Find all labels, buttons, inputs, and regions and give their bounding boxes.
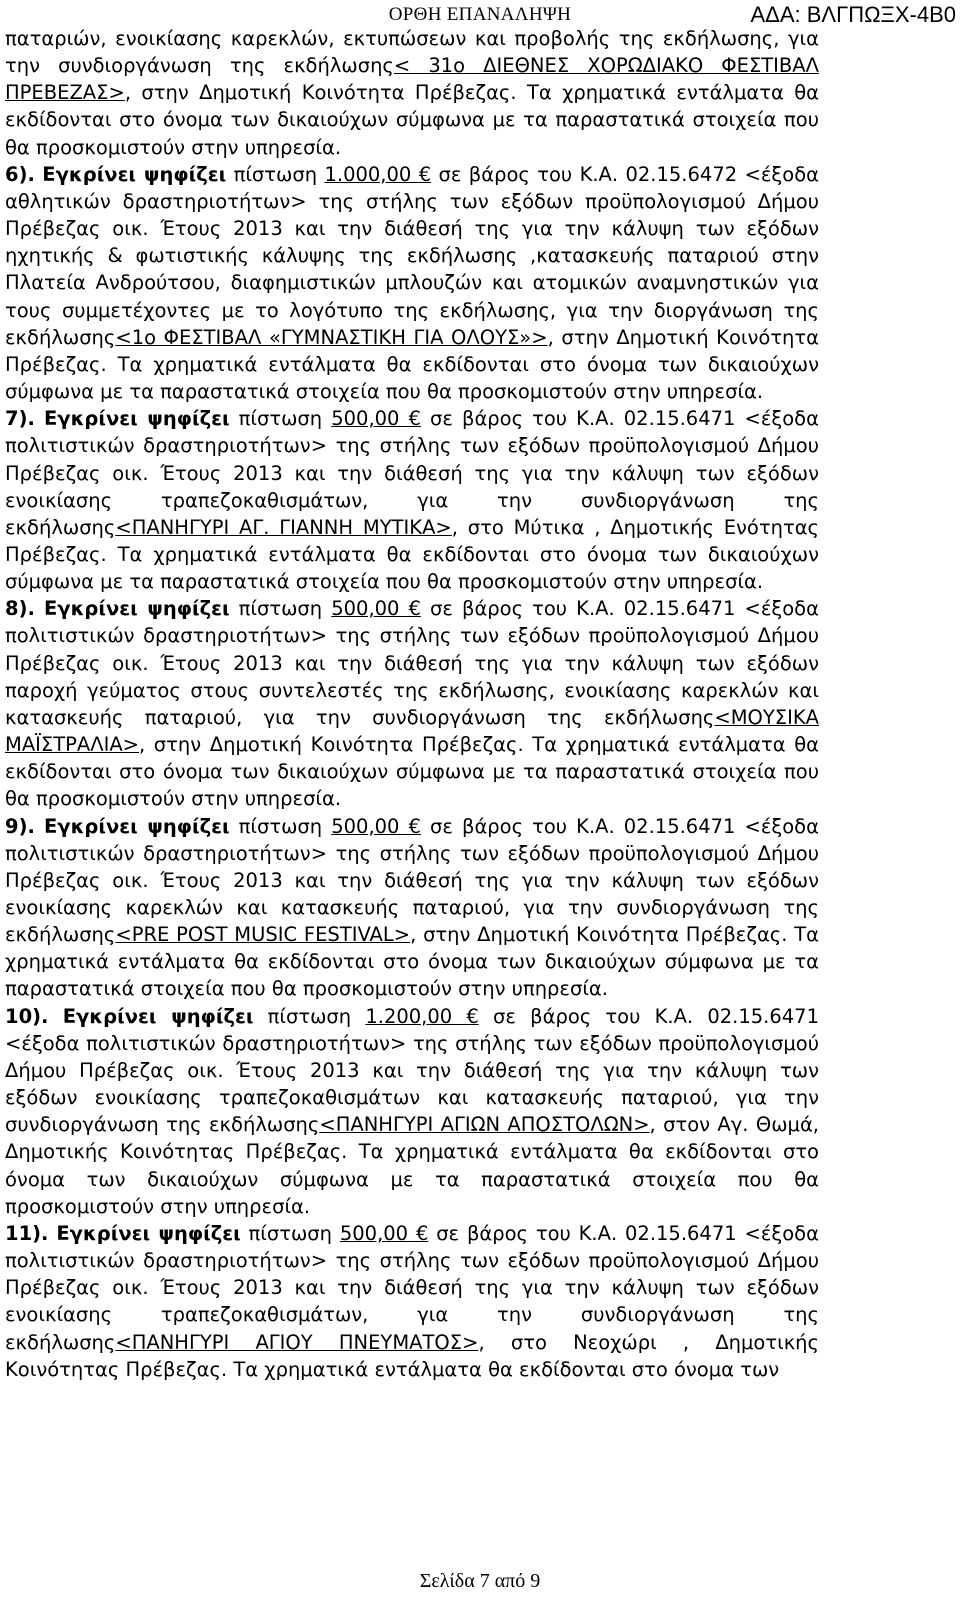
approval-keyword: Εγκρίνει ψηφίζει [42, 162, 227, 186]
event-name: <ΠΑΝΗΓΥΡΙ ΑΓΙΩΝ ΑΠΟΣΤΟΛΩΝ> [319, 1113, 650, 1137]
document-body [5, 25, 819, 1383]
intro-paragraph [5, 25, 819, 161]
item-number: 7). [5, 407, 35, 431]
item-number: 9). [5, 814, 35, 838]
event-name: <1ο ΦΕΣΤΙΒΑΛ «ΓΥΜΝΑΣΤΙΚΗ ΓΙΑ ΟΛΟΥΣ»> [115, 325, 548, 349]
euro-sign: € [415, 1221, 429, 1245]
ada-code: ΑΔΑ: ΒΛΓΠΩΞΧ-4Β0 [750, 2, 956, 27]
item-body: σε βάρος του Κ.Α. 02.15.6471 <έξοδα πολιτιστικών δραστηριοτήτων> της στήλης των εξόδων προϋπολογισμού Δήμου Πρέβεζας οικ. Έτους 2013 και την διάθεσή της για την κάλυψη των εξόδων παροχή γεύματος στους συντελεστές της εκδήλωσης, ενοικίασης καρεκλών και κατασκευής παταριού, για την συνδιοργάνωση της εκδήλωσης [5, 597, 819, 729]
euro-sign: € [466, 1004, 479, 1028]
credit-amount: 500,00 [331, 597, 409, 621]
euro-sign: € [418, 162, 432, 186]
decision-item [5, 161, 819, 405]
intro-tail: , στην Δημοτική Κοινότητα Πρέβεζας. Τα χρηματικά εντάλματα θα εκδίδονται στο όνομα των δικαιούχων σύμφωνα με τα παραστατικά στοιχεία που θα προσκομιστούν στην υπηρεσία. [5, 81, 819, 159]
credit-label: πίστωση [240, 1221, 340, 1245]
euro-sign: € [408, 597, 421, 621]
event-name: <ΠΑΝΗΓΥΡΙ ΑΓ. ΓΙΑΝΝΗ ΜΥΤΙΚΑ> [115, 515, 452, 539]
item-tail: , στην Δημοτική Κοινότητα Πρέβεζας. Τα χρηματικά εντάλματα θα εκδίδονται στο όνομα των δικαιούχων σύμφωνα με τα παραστατικά στοιχεία που θα προσκομιστούν στην υπηρεσία. [5, 325, 820, 404]
credit-label: πίστωση [226, 162, 325, 186]
credit-amount: 500,00 [331, 407, 409, 431]
item-number: 6). [5, 162, 35, 186]
item-number: 11). [5, 1221, 49, 1245]
approval-keyword: Εγκρίνει ψηφίζει [43, 814, 230, 838]
item-tail: , στο Μύτικα , Δημοτικής Ενότητας Πρέβεζας. Τα χρηματικά εντάλματα θα εκδίδονται στο όνομα των δικαιούχων σύμφωνα με τα παραστατικά στοιχεία που θα προσκομιστούν στην υπηρεσία. [5, 515, 819, 594]
credit-label: πίστωση [229, 814, 332, 838]
item-number: 8). [5, 597, 35, 621]
event-name: <ΠΑΝΗΓΥΡΙ ΑΓΙΟΥ ΠΝΕΥΜΑΤΟΣ> [115, 1330, 479, 1354]
item-body: σε βάρος του Κ.Α. 02.15.6471 <έξοδα πολιτιστικών δραστηριοτήτων> της στήλης των εξόδων προϋπολογισμού Δήμου Πρέβεζας οικ. Έτους 2013 και την διάθεσή της για την κάλυψη των εξόδων ενοικίασης τραπεζοκαθισμάτων, για την συνδιοργάνωση της εκδήλωσης [5, 407, 819, 539]
item-tail: , στον Αγ. Θωμά, Δημοτικής Κοινότητας Πρέβεζας. Τα χρηματικά εντάλματα θα εκδίδονται στο όνομα των δικαιούχων σύμφωνα με τα παραστατικά στοιχεία που θα προσκομιστούν στην υπηρεσία. [5, 1113, 819, 1218]
decision-item [5, 813, 819, 1003]
credit-amount: 1.200,00 [365, 1004, 467, 1028]
credit-amount: 1.000,00 [324, 162, 419, 186]
approval-keyword: Εγκρίνει ψηφίζει [56, 1221, 241, 1245]
event-name: <ΜΟΥΣΙΚΑ ΜΑΪΣΤΡΑΛΙΑ> [5, 705, 819, 757]
item-body: σε βάρος του Κ.Α. 02.15.6472 <έξοδα αθλητικών δραστηριοτήτων> της στήλης των εξόδων προϋπολογισμού Δήμου Πρέβεζας οικ. Έτους 2013 και την διάθεσή της για την κάλυψη των εξόδων ηχητικής & φωτιστικής κάλυψης της εκδήλωσης ,κατασκευής παταριού στην Πλατεία Ανδρούτσου, διαφημιστικών μπλουζών και ατομικών αναμνηστικών για τους συμμετέχοντες με το λογότυπο της εκδήλωσης, για την διοργάνωση της εκδήλωσης [5, 162, 819, 349]
approval-keyword: Εγκρίνει ψηφίζει [62, 1004, 254, 1028]
approval-keyword: Εγκρίνει ψηφίζει [43, 407, 230, 431]
item-body: σε βάρος του Κ.Α. 02.15.6471 <έξοδα πολιτιστικών δραστηριοτήτων> της στήλης των εξόδων προϋπολογισμού Δήμου Πρέβεζας οικ. Έτους 2013 και την διάθεσή της για την κάλυψη των εξόδων ενοικίασης καρεκλών και κατασκευής παταριού, για την συνδιοργάνωση της εκδήλωσης [5, 814, 819, 947]
item-number: 10). [5, 1004, 49, 1028]
credit-amount: 500,00 [331, 814, 409, 838]
page-number: Σελίδα 7 από 9 [419, 1570, 541, 1592]
intro-text: παταριών, ενοικίασης καρεκλών, εκτυπώσεων και προβολής της εκδήλωσης, για την συνδιοργάνωση της εκδήλωσης [5, 27, 819, 78]
item-tail: , στην Δημοτική Κοινότητα Πρέβεζας. Τα χρηματικά εντάλματα θα εκδίδονται στο όνομα των δικαιούχων σύμφωνα με τα παραστατικά στοιχεία που θα προσκομιστούν στην υπηρεσία. [5, 923, 819, 1001]
event-name: <PRE POST MUSIC FESTIVAL> [115, 923, 411, 947]
credit-label: πίστωση [229, 597, 332, 621]
euro-sign: € [408, 407, 421, 431]
decision-item [5, 595, 819, 812]
decision-item [5, 1003, 819, 1220]
event-name: < 31ο ΔΙΕΘΝΕΣ ΧΟΡΩΔΙΑΚΟ ΦΕΣΤΙΒΑΛ ΠΡΕΒΕΖΑΣ> [5, 54, 819, 105]
credit-label: πίστωση [229, 407, 332, 431]
euro-sign: € [408, 814, 421, 838]
item-body: σε βάρος του Κ.Α. 02.15.6471 <έξοδα πολιτιστικών δραστηριοτήτων> της στήλης των εξόδων προϋπολογισμού Δήμου Πρέβεζας οικ. Έτους 2013 και την διάθεσή της για την κάλυψη των εξόδων ενοικίασης τραπεζοκαθισμάτων και κατασκευής παταριού, για την συνδιοργάνωση της εκδήλωσης [5, 1004, 819, 1137]
credit-label: πίστωση [253, 1004, 366, 1028]
decision-item [5, 1220, 819, 1383]
credit-amount: 500,00 [339, 1221, 416, 1245]
approval-keyword: Εγκρίνει ψηφίζει [43, 597, 230, 621]
decision-item [5, 405, 819, 595]
item-tail: , στο Νεοχώρι , Δημοτικής Κοινότητας Πρέβεζας. Τα χρηματικά εντάλματα θα εκδίδονται στο όνομα των [5, 1330, 819, 1381]
reissue-header: ΟΡΘΗ ΕΠΑΝΑΛΗΨΗ [388, 4, 572, 25]
item-body: σε βάρος του Κ.Α. 02.15.6471 <έξοδα πολιτιστικών δραστηριοτήτων> της στήλης των εξόδων προϋπολογισμού Δήμου Πρέβεζας οικ. Έτους 2013 και την διάθεσή της για την κάλυψη των εξόδων ενοικίασης τραπεζοκαθισμάτων, για την συνδιοργάνωση της εκδήλωσης [5, 1221, 819, 1354]
item-tail: , στην Δημοτική Κοινότητα Πρέβεζας. Τα χρηματικά εντάλματα θα εκδίδονται στο όνομα των δικαιούχων σύμφωνα με τα παραστατικά στοιχεία που θα προσκομιστούν στην υπηρεσία. [5, 733, 819, 811]
